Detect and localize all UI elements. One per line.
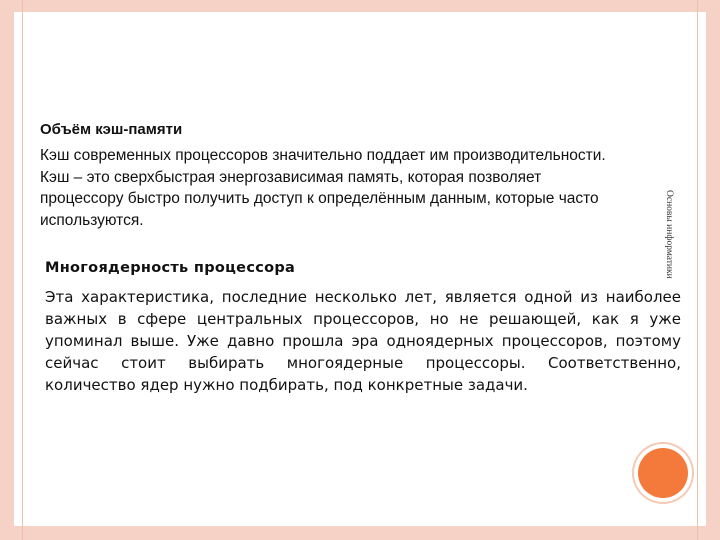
inner-rule-left — [22, 0, 23, 540]
multicore-text: Эта характеристика, последние несколько лет, является одной из наиболее важных в сфере центральных процессоров, но не решающей, как я уже упоминал выше. Уже давно прошла эра одноядерных процессоров, поэтому сейчас стоит выбирать многоядерные процессоры. Соответственно, количество ядер нужно подбирать, под конкретные задачи. — [45, 288, 681, 394]
multicore-heading: Многоядерность процессора — [45, 260, 296, 276]
cache-text: Кэш современных процессоров значительно поддает им производительности. Кэш – это сверхбыстрая энергозависимая память, которая позволяет процессору быстро получить доступ к определённым данным, которые часто используются. — [40, 147, 606, 229]
multicore-section — [45, 260, 681, 396]
decorative-circle — [638, 448, 688, 498]
side-label: Основы информатики — [664, 190, 674, 279]
cache-section — [40, 121, 610, 231]
inner-rule-right — [697, 0, 698, 540]
slide-border-right — [706, 0, 720, 540]
cache-heading: Объём кэш-памяти — [40, 121, 183, 138]
slide-border-top — [0, 0, 720, 12]
slide-border-left — [0, 0, 14, 540]
slide-border-bottom — [0, 526, 720, 540]
